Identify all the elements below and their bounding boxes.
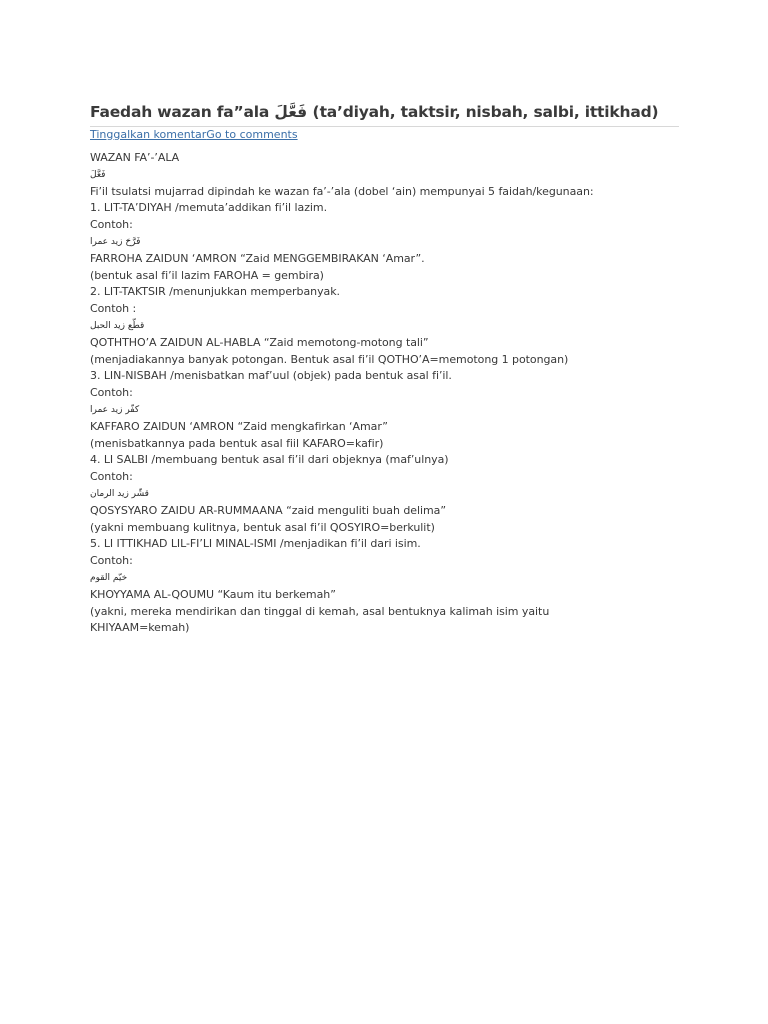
example-4-transliteration: QOSYSYARO ZAIDU AR-RUMMAANA “zaid menguliti buah delima” [90,503,447,517]
point-4-heading: 4. LI SALBI /membuang bentuk asal fi’il dari objeknya (maf’ulnya) [90,453,449,467]
arabic-example-3: كفّر زيد عمرا [90,404,140,415]
intro-paragraph: Fi’il tsulatsi mujarrad dipindah ke wazan fa’-’ala (dobel ‘ain) mempunyai 5 faidah/kegunaan: [90,184,594,198]
article [90,101,679,637]
example-5-note: (yakni, mereka mendirikan dan tinggal di kemah, asal bentuknya kalimah isim yaitu KHIYAAM=kemah) [90,604,550,635]
example-3-transliteration: KAFFARO ZAIDUN ‘AMRON “Zaid mengkafirkan ‘Amar” [90,419,388,433]
point-2-heading: 2. LIT-TAKTSIR /menunjukkan memperbanyak. [90,285,340,299]
example-1-note: (bentuk asal fi’il lazim FAROHA = gembira) [90,268,324,282]
heading-wazan: WAZAN FA’-’ALA [90,151,180,164]
point-5-heading: 5. LI ITTIKHAD LIL-FI’LI MINAL-ISMI /menjadikan fi’il dari isim. [90,537,421,551]
example-label-4: Contoh: [90,470,133,484]
arabic-wazan: فَعَّلَ [90,169,106,180]
example-label-1: Contoh: [90,218,133,232]
arabic-example-5: خيّم القوم [90,572,128,583]
article-body [90,150,679,637]
example-2-transliteration: QOTHTHO’A ZAIDUN AL-HABLA “Zaid memotong-motong tali” [90,335,429,349]
point-3-heading: 3. LIN-NISBAH /menisbatkan maf’uul (objek) pada bentuk asal fi’il. [90,369,452,383]
example-5-transliteration: KHOYYAMA AL-QOUMU “Kaum itu berkemah” [90,587,336,601]
comment-links [90,127,679,142]
example-2-note: (menjadiakannya banyak potongan. Bentuk asal fi’il QOTHO’A=memotong 1 potongan) [90,352,569,366]
example-3-note: (menisbatkannya pada bentuk asal fiil KAFARO=kafir) [90,436,384,450]
example-label-5: Contoh: [90,554,133,568]
arabic-example-4: قشّر زيد الرمان [90,488,149,499]
point-1-heading: 1. LIT-TA’DIYAH /memuta’addikan fi’il lazim. [90,201,328,215]
page-title: Faedah wazan fa”ala فَعَّلَ (ta’diyah, taktsir, nisbah, salbi, ittikhad) [90,103,659,121]
example-label-3: Contoh: [90,386,133,400]
arabic-example-2: قطّع زيد الحبل [90,320,145,331]
go-to-comments-link[interactable]: Go to comments [206,128,298,141]
example-1-transliteration: FARROHA ZAIDUN ‘AMRON “Zaid MENGGEMBIRAKAN ‘Amar”. [90,251,425,265]
example-4-note: (yakni membuang kulitnya, bentuk asal fi’il QOSYIRO=berkulit) [90,520,435,534]
leave-comment-link[interactable]: Tinggalkan komentar [90,128,207,141]
arabic-example-1: فَرَّحَ زيد عمرا [90,236,141,247]
example-label-2: Contoh : [90,302,137,316]
